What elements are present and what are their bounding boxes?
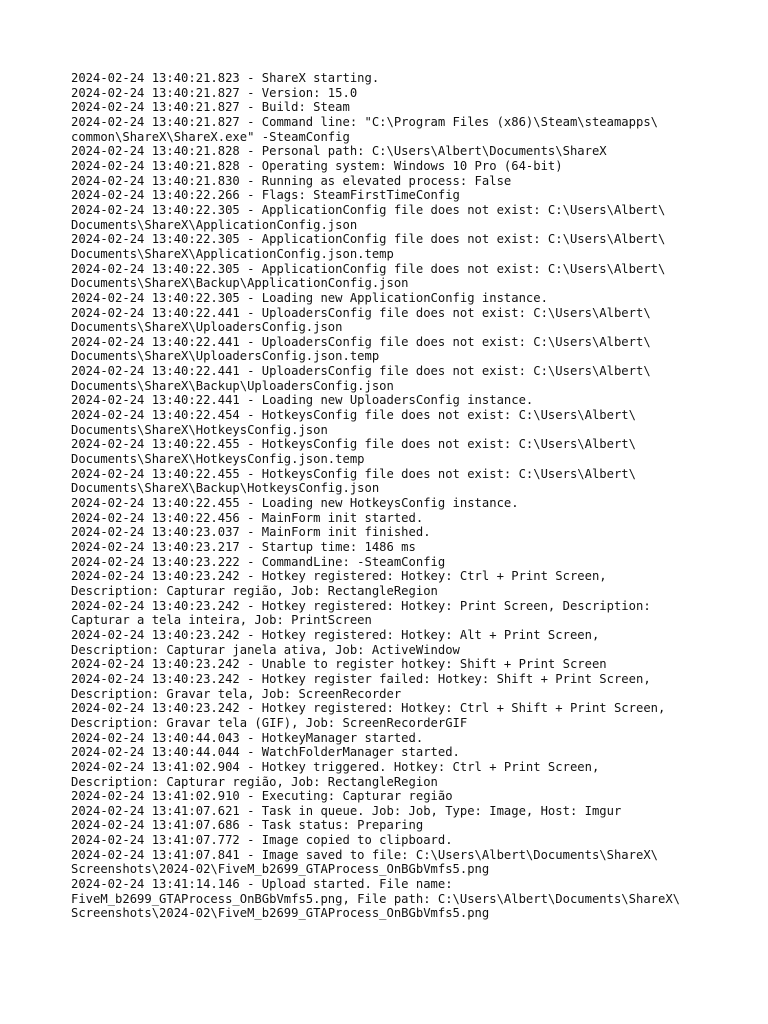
log-line: 2024-02-24 13:40:22.455 - Loading new HotkeysConfig instance.: [71, 496, 519, 511]
log-line: 2024-02-24 13:40:22.305 - ApplicationConfig file does not exist: C:\Users\Albert\: [71, 202, 666, 217]
log-line: 2024-02-24 13:40:23.242 - Hotkey registered: Hotkey: Ctrl + Print Screen,: [71, 569, 607, 584]
log-line: Documents\ShareX\HotkeysConfig.json: [71, 422, 328, 437]
log-line: Documents\ShareX\HotkeysConfig.json.temp: [71, 452, 365, 467]
log-line: Description: Gravar tela (GIF), Job: ScreenRecorderGIF: [71, 715, 468, 730]
log-line: 2024-02-24 13:40:22.455 - HotkeysConfig file does not exist: C:\Users\Albert\: [71, 437, 636, 452]
log-line: 2024-02-24 13:40:23.242 - Hotkey registered: Hotkey: Print Screen, Description:: [71, 598, 651, 613]
log-line: 2024-02-24 13:40:21.828 - Operating system: Windows 10 Pro (64-bit): [71, 158, 563, 173]
log-line: Documents\ShareX\Backup\ApplicationConfig.json: [71, 276, 409, 291]
log-line: 2024-02-24 13:40:23.242 - Hotkey registered: Hotkey: Ctrl + Shift + Print Screen,: [71, 701, 666, 716]
log-line: Documents\ShareX\ApplicationConfig.json: [71, 217, 358, 232]
log-line: common\ShareX\ShareX.exe" -SteamConfig: [71, 129, 350, 144]
log-line: 2024-02-24 13:40:22.305 - Loading new ApplicationConfig instance.: [71, 290, 548, 305]
log-line: 2024-02-24 13:40:22.441 - UploadersConfig file does not exist: C:\Users\Albert\: [71, 305, 651, 320]
log-line: 2024-02-24 13:40:44.044 - WatchFolderManager started.: [71, 745, 460, 760]
log-line: 2024-02-24 13:40:22.441 - UploadersConfig file does not exist: C:\Users\Albert\: [71, 334, 651, 349]
log-line: Description: Capturar região, Job: RectangleRegion: [71, 583, 438, 598]
log-line: 2024-02-24 13:40:21.823 - ShareX starting.: [71, 71, 380, 85]
log-line: 2024-02-24 13:40:21.830 - Running as elevated process: False: [71, 173, 512, 188]
log-line: Screenshots\2024-02\FiveM_b2699_GTAProcess_OnBGbVmfs5.png: [71, 906, 490, 921]
log-line: 2024-02-24 13:41:07.686 - Task status: Preparing: [71, 818, 424, 833]
log-line: 2024-02-24 13:40:44.043 - HotkeyManager started.: [71, 730, 424, 745]
log-line: 2024-02-24 13:41:02.910 - Executing: Capturar região: [71, 789, 453, 804]
log-line: 2024-02-24 13:41:07.621 - Task in queue. Job: Job, Type: Image, Host: Imgur: [71, 803, 622, 818]
log-line: 2024-02-24 13:41:02.904 - Hotkey triggered. Hotkey: Ctrl + Print Screen,: [71, 759, 600, 774]
log-line: Documents\ShareX\UploadersConfig.json: [71, 320, 343, 335]
log-line: 2024-02-24 13:40:22.305 - ApplicationConfig file does not exist: C:\Users\Albert\: [71, 232, 666, 247]
log-line: 2024-02-24 13:41:07.841 - Image saved to file: C:\Users\Albert\Documents\ShareX\: [71, 847, 658, 862]
log-line: 2024-02-24 13:40:22.441 - Loading new UploadersConfig instance.: [71, 393, 534, 408]
log-line: 2024-02-24 13:41:07.772 - Image copied to clipboard.: [71, 833, 453, 848]
log-line: 2024-02-24 13:41:14.146 - Upload started. File name:: [71, 877, 453, 892]
log-line: 2024-02-24 13:40:22.455 - HotkeysConfig file does not exist: C:\Users\Albert\: [71, 466, 636, 481]
log-line: Documents\ShareX\UploadersConfig.json.temp: [71, 349, 380, 364]
log-line: 2024-02-24 13:40:22.456 - MainForm init started.: [71, 510, 424, 525]
log-line: 2024-02-24 13:40:23.242 - Hotkey registered: Hotkey: Alt + Print Screen,: [71, 627, 600, 642]
log-line: 2024-02-24 13:40:23.217 - Startup time: 1486 ms: [71, 540, 416, 554]
log-line: 2024-02-24 13:40:22.441 - UploadersConfig file does not exist: C:\Users\Albert\: [71, 364, 651, 379]
log-line: 2024-02-24 13:40:23.222 - CommandLine: -SteamConfig: [71, 554, 446, 569]
log-line: FiveM_b2699_GTAProcess_OnBGbVmfs5.png, File path: C:\Users\Albert\Documents\ShareX\: [71, 891, 681, 906]
log-line: Description: Capturar janela ativa, Job: ActiveWindow: [71, 642, 460, 657]
log-line: Capturar a tela inteira, Job: PrintScreen: [71, 613, 372, 628]
log-line: Description: Gravar tela, Job: ScreenRecorder: [71, 686, 402, 701]
log-line: 2024-02-24 13:40:22.454 - HotkeysConfig file does not exist: C:\Users\Albert\: [71, 408, 636, 423]
log-line: 2024-02-24 13:40:23.242 - Unable to register hotkey: Shift + Print Screen: [71, 657, 607, 672]
log-line: 2024-02-24 13:40:22.266 - Flags: SteamFirstTimeConfig: [71, 188, 460, 203]
log-line: 2024-02-24 13:40:21.827 - Build: Steam: [71, 100, 350, 115]
log-text-block: [71, 71, 761, 921]
log-line: 2024-02-24 13:40:21.827 - Version: 15.0: [71, 85, 358, 100]
log-line: 2024-02-24 13:40:22.305 - ApplicationConfig file does not exist: C:\Users\Albert\: [71, 261, 666, 276]
log-line: Description: Capturar região, Job: RectangleRegion: [71, 774, 438, 789]
log-line: 2024-02-24 13:40:23.037 - MainForm init finished.: [71, 525, 431, 540]
log-line: Documents\ShareX\Backup\UploadersConfig.json: [71, 378, 394, 393]
log-line: Documents\ShareX\ApplicationConfig.json.temp: [71, 246, 394, 261]
log-line: Screenshots\2024-02\FiveM_b2699_GTAProcess_OnBGbVmfs5.png: [71, 862, 490, 877]
log-line: 2024-02-24 13:40:21.827 - Command line: "C:\Program Files (x86)\Steam\steamapps\: [71, 114, 658, 129]
log-line: Documents\ShareX\Backup\HotkeysConfig.json: [71, 481, 380, 496]
log-line: 2024-02-24 13:40:23.242 - Hotkey register failed: Hotkey: Shift + Print Screen,: [71, 671, 651, 686]
log-line: 2024-02-24 13:40:21.828 - Personal path: C:\Users\Albert\Documents\ShareX: [71, 144, 607, 159]
